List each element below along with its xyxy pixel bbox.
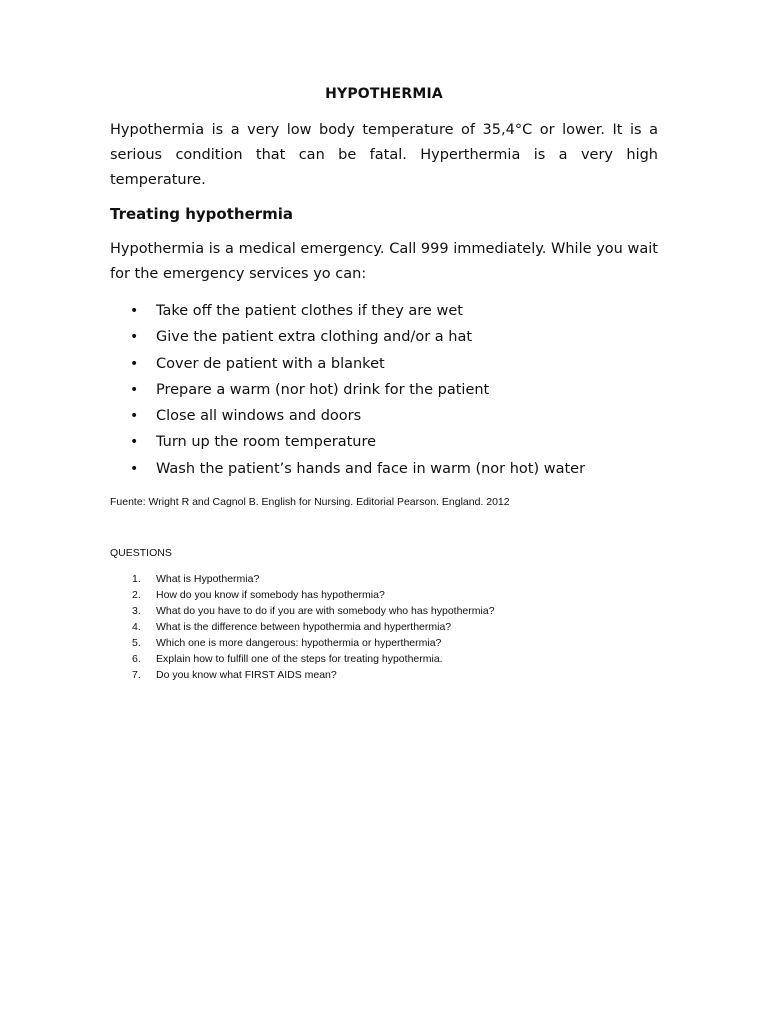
question-number: 5. — [132, 637, 141, 649]
question-text: How do you know if somebody has hypothermia? — [156, 589, 385, 601]
list-item — [110, 353, 670, 379]
bullet-icon: • — [130, 303, 139, 319]
list-item — [110, 431, 670, 457]
question-text: What is Hypothermia? — [156, 573, 260, 585]
list-item-text: Give the patient extra clothing and/or a hat — [156, 329, 473, 346]
source-citation: Fuente: Wright R and Cagnol B. English for Nursing. Editorial Pearson. England. 2012 — [110, 496, 510, 508]
list-item — [110, 458, 670, 484]
question-text: What is the difference between hypothermia and hyperthermia? — [156, 621, 452, 633]
list-item — [110, 326, 670, 352]
question-item — [110, 620, 630, 636]
question-number: 7. — [132, 669, 141, 681]
question-item — [110, 588, 630, 604]
question-number: 6. — [132, 653, 141, 665]
treatment-paragraph: Hypothermia is a medical emergency. Call 999 immediately. While you wait for the emergency services yo can: — [110, 241, 658, 282]
question-number: 1. — [132, 573, 141, 585]
bullet-icon: • — [130, 460, 139, 477]
question-item — [110, 604, 630, 620]
list-item — [110, 405, 670, 431]
question-number: 4. — [132, 621, 141, 633]
list-item-text: Wash the patient’s hands and face in warm (nor hot) water — [156, 460, 586, 477]
bullet-icon: • — [130, 329, 139, 346]
question-item — [110, 636, 630, 652]
question-text: Do you know what FIRST AIDS mean? — [156, 669, 337, 681]
intro-paragraph: Hypothermia is a very low body temperature of 35,4°C or lower. It is a serious condition that can be fatal. Hyperthermia is a very high temperature. — [110, 122, 658, 188]
page-title: HYPOTHERMIA — [325, 86, 443, 102]
bullet-icon: • — [130, 355, 139, 372]
question-item — [110, 652, 630, 668]
questions-heading: QUESTIONS — [110, 547, 172, 559]
question-number: 3. — [132, 605, 141, 617]
list-item — [110, 379, 670, 405]
bullet-icon: • — [130, 408, 139, 425]
question-text: Explain how to fulfill one of the steps for treating hypothermia. — [156, 653, 443, 665]
list-item-text: Close all windows and doors — [156, 408, 362, 425]
question-text: Which one is more dangerous: hypothermia or hyperthermia? — [156, 637, 442, 649]
question-number: 2. — [132, 589, 141, 601]
bullet-icon: • — [130, 434, 139, 451]
list-item-text: Cover de patient with a blanket — [156, 355, 385, 372]
list-item-text: Prepare a warm (nor hot) drink for the patient — [156, 381, 490, 398]
list-item-text: Turn up the room temperature — [156, 434, 377, 451]
list-item — [110, 300, 670, 326]
section-heading: Treating hypothermia — [110, 205, 294, 223]
list-item-text: Take off the patient clothes if they are wet — [156, 303, 463, 319]
treatment-steps-list — [110, 300, 670, 484]
question-item — [110, 668, 630, 684]
question-text: What do you have to do if you are with somebody who has hypothermia? — [156, 605, 495, 617]
question-item — [110, 572, 630, 588]
questions-list — [110, 572, 630, 684]
bullet-icon: • — [130, 381, 139, 398]
